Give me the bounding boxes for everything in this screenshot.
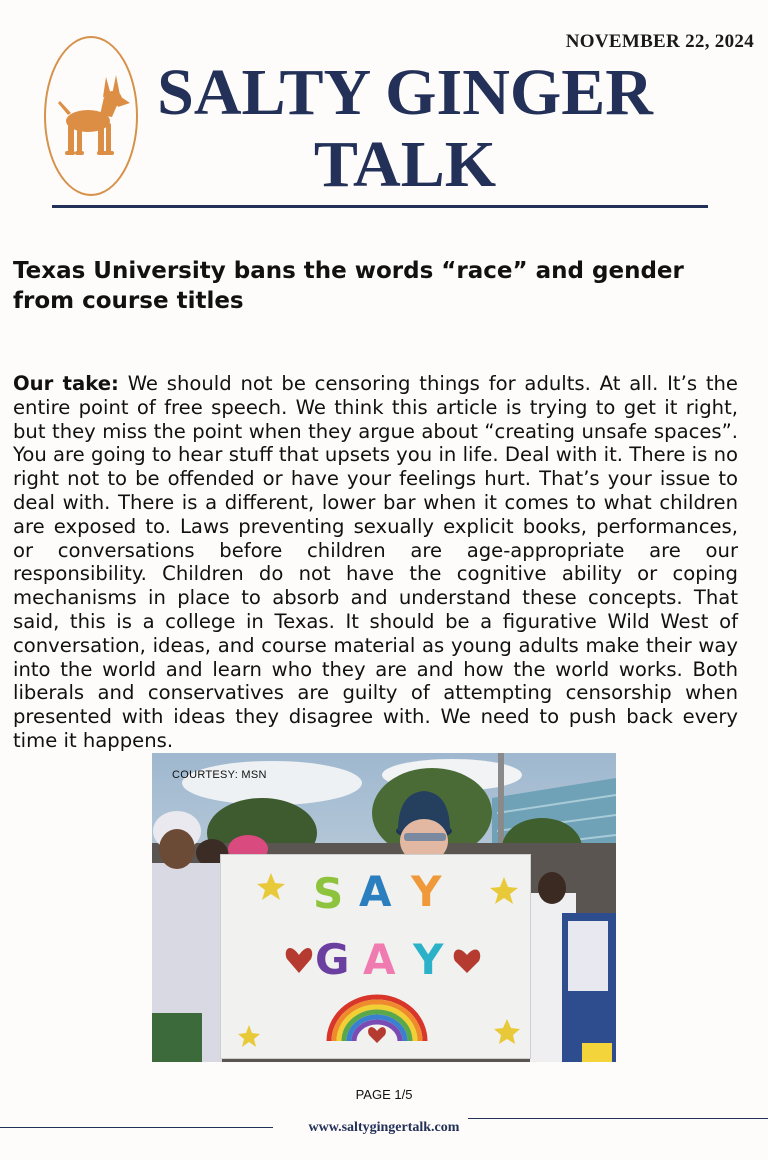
protest-sign xyxy=(220,854,531,1059)
heart-icon xyxy=(368,1027,386,1043)
dog-icon xyxy=(56,75,130,159)
sign-letter-s: S xyxy=(313,869,344,918)
article-body-text: We should not be censoring things for adults. At all. It’s the entire point of free speech. We think this article is trying to get it right, but they miss the point when they argue about “creating unsafe spaces”. You are going to hear stuff that upsets you in life. Deal with it. There is no right not to be offended or have your feelings hurt. That’s your issue to deal with. There is a different, lower bar when it comes to what children are exposed to. Laws preventing sexually explicit books, performances, or conversations before children are age-appropriate are our responsibility. Children do not have the cognitive ability or coping mechanisms in place to absorb and understand these concepts. That said, this is a college in Texas. It should be a figurative Wild West of conversation, ideas, and course material as young adults make their way into the world and learn who they are and how the world works. Both liberals and conservatives are guilty of attempting censorship when presented with ideas they disagree with. We need to push back every time it happens. xyxy=(13,372,738,752)
heart-icon xyxy=(454,949,481,973)
sign-letter-a: A xyxy=(359,867,392,916)
sign-letter-a2: A xyxy=(363,935,396,984)
masthead-title-line2: TALK xyxy=(313,128,497,201)
article-body xyxy=(13,372,738,753)
page-number: PAGE 1/5 xyxy=(355,1087,413,1102)
star-icon xyxy=(238,1025,260,1047)
photo-credit: COURTESY: MSN xyxy=(172,769,267,781)
sign-letter-y: Y xyxy=(411,867,442,916)
star-icon xyxy=(257,873,285,900)
article-photo xyxy=(152,753,616,1062)
masthead-divider xyxy=(52,205,708,208)
star-icon xyxy=(490,877,518,904)
footer-divider-right xyxy=(468,1118,768,1119)
heart-icon xyxy=(286,948,313,973)
logo-badge xyxy=(44,36,138,196)
star-icon xyxy=(494,1019,520,1044)
sign-letter-g: G xyxy=(315,935,350,984)
masthead-title-line1: SALTY GINGER xyxy=(157,56,653,129)
lead-label: Our take: xyxy=(13,372,119,395)
site-url-link[interactable]: www.saltygingertalk.com xyxy=(308,1120,460,1135)
issue-date: NOVEMBER 22, 2024 xyxy=(565,31,754,52)
article-headline: Texas University bans the words “race” and gender from course titles xyxy=(13,258,684,314)
sign-letter-y2: Y xyxy=(413,935,444,984)
